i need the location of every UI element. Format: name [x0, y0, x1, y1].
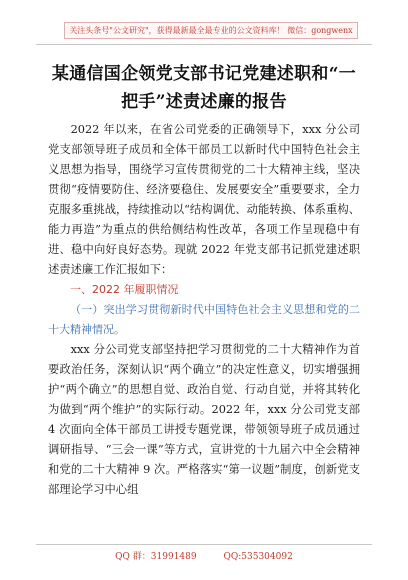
section-heading-1: 一、2022 年履职情况	[70, 283, 179, 296]
footer	[0, 549, 408, 562]
body-paragraph-2: xxx 分公司党支部坚持把学习贯彻党的二十大精神作为首要政治任务，深刻认识“两个确立”的决定性意义，切实增强拥护“两个确立”的思想自觉、政治自觉、行动自觉，并将其转化为做到“两个维护”的实际行动。2022 年，xxx 分公司党支部 4 次面向全体干部员工讲授专题党课，带领领导班子成员通过调研指导、“三会一课”等方式，宣讲党的十九届六中全会精神和党的二十大精神 9 次。严格落实“第一议题”制度，创新党支部理论学习中心组	[48, 343, 360, 496]
footer-qq-group: QQ 群：31991489	[115, 552, 197, 562]
document-title: 某通信国企领党支部书记党建述职和“一把手”述责述廉的报告	[51, 64, 357, 112]
footer-divider	[36, 544, 372, 545]
intro-paragraph: 2022 年以来，在省公司党委的正确领导下，xxx 分公司党支部领导班子成员和全体干部员工以新时代中国特色社会主义思想为指导，围绕学习宣传贯彻党的二十大精神主线，坚决贯彻“疫情要防住、经济要稳住、发展要安全”重要要求，全力克服多重挑战，持续推动以“结构调优、动能转换、体系重构、能力再造”为重点的供给侧结构性改革，各项工作呈现稳中有进、稳中向好良好态势。现就 2022 年党支部书记抓党建述职述责述廉工作汇报如下：	[48, 123, 360, 276]
document-body	[48, 120, 360, 500]
header-divider	[36, 44, 372, 45]
footer-qq: QQ:535304092	[223, 552, 293, 562]
header-banner: 关注头条号"公文研究"，获得最新最全最专业的公文资料库！ 微信：gongwenx	[64, 22, 358, 39]
subsection-heading-1: （一）突出学习贯彻新时代中国特色社会主义思想和党的二十大精神情况。	[48, 303, 360, 336]
